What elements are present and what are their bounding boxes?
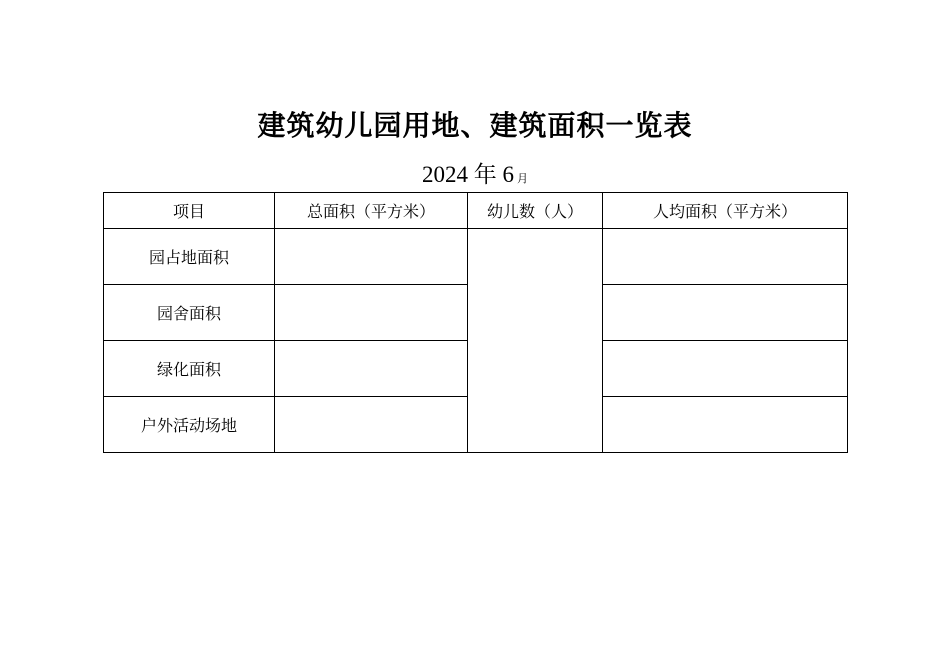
header-item: 项目 xyxy=(104,193,275,229)
area-summary-table xyxy=(103,192,848,453)
report-date xyxy=(0,158,950,196)
row-label: 园占地面积 xyxy=(104,229,275,285)
total-area-cell[interactable] xyxy=(275,285,468,341)
header-children-count: 幼儿数（人） xyxy=(468,193,603,229)
children-count-cell[interactable] xyxy=(468,229,603,453)
header-total-area: 总面积（平方米） xyxy=(275,193,468,229)
table-row xyxy=(104,229,848,285)
per-capita-cell[interactable] xyxy=(603,285,848,341)
per-capita-cell[interactable] xyxy=(603,229,848,285)
date-year-month: 2024 年 6 xyxy=(422,162,514,187)
date-month-suffix: 月 xyxy=(517,173,528,185)
total-area-cell[interactable] xyxy=(275,229,468,285)
page-title: 建筑幼儿园用地、建筑面积一览表 xyxy=(257,109,693,142)
header-per-capita-area: 人均面积（平方米） xyxy=(603,193,848,229)
total-area-cell[interactable] xyxy=(275,397,468,453)
table-header-row xyxy=(104,193,848,229)
per-capita-cell[interactable] xyxy=(603,341,848,397)
row-label: 户外活动场地 xyxy=(104,397,275,453)
per-capita-cell[interactable] xyxy=(603,397,848,453)
row-label: 园舍面积 xyxy=(104,285,275,341)
total-area-cell[interactable] xyxy=(275,341,468,397)
row-label: 绿化面积 xyxy=(104,341,275,397)
